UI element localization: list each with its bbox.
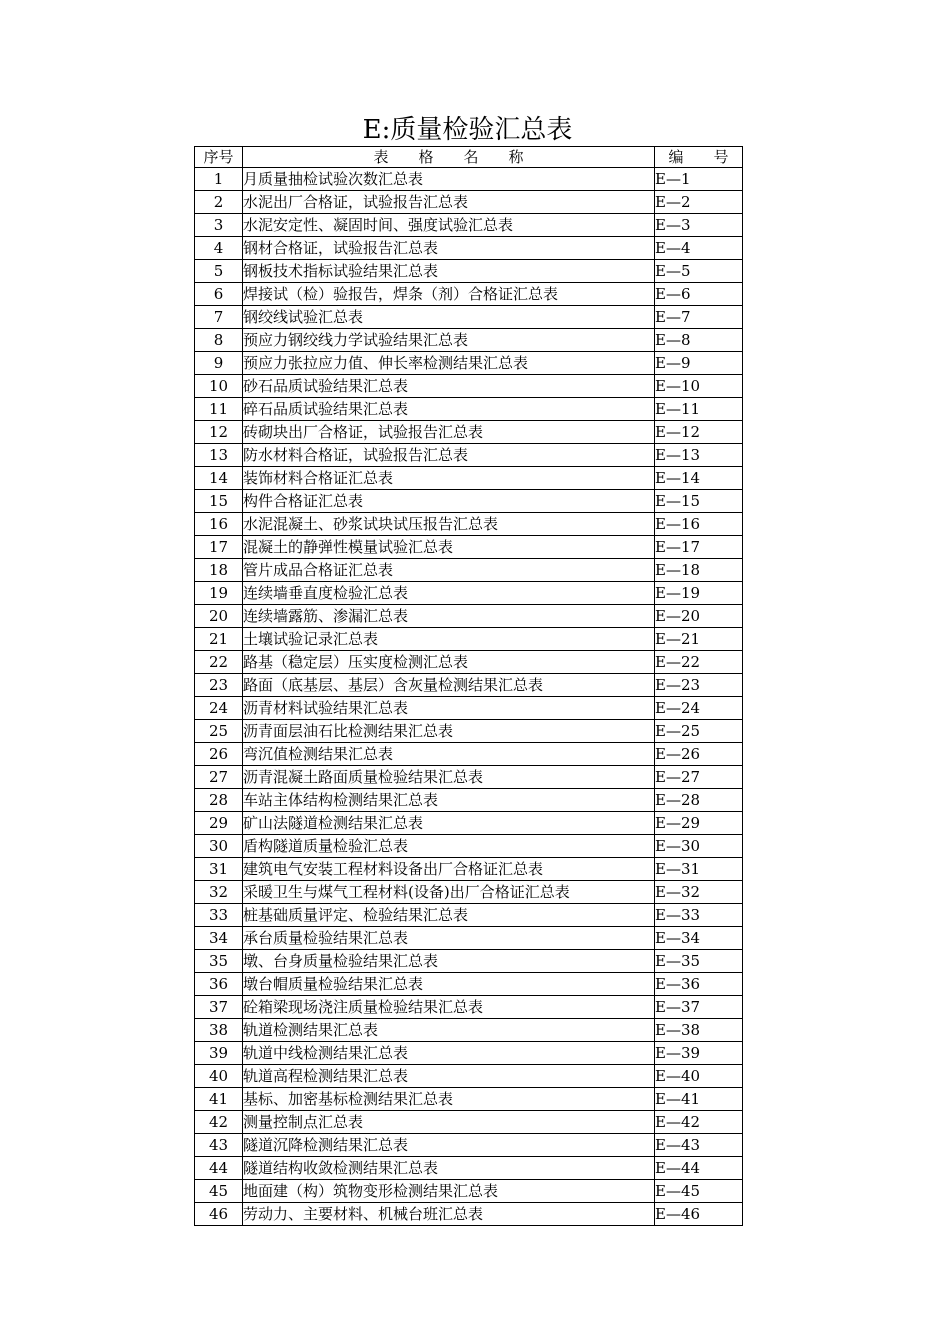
table-row [195, 973, 743, 996]
row-seq: 42 [195, 1111, 243, 1134]
row-code: E—4 [655, 237, 743, 260]
row-name: 采暖卫生与煤气工程材料(设备)出厂合格证汇总表 [243, 881, 655, 904]
row-seq: 9 [195, 352, 243, 375]
row-name: 砖砌块出厂合格证，试验报告汇总表 [243, 421, 655, 444]
row-name: 构件合格证汇总表 [243, 490, 655, 513]
row-seq: 31 [195, 858, 243, 881]
row-seq: 10 [195, 375, 243, 398]
row-code: E—9 [655, 352, 743, 375]
row-name: 桩基础质量评定、检验结果汇总表 [243, 904, 655, 927]
row-name: 土壤试验记录汇总表 [243, 628, 655, 651]
row-name: 砼箱梁现场浇注质量检验结果汇总表 [243, 996, 655, 1019]
row-code: E—14 [655, 467, 743, 490]
row-name: 月质量抽检试验次数汇总表 [243, 168, 655, 191]
row-name: 沥青面层油石比检测结果汇总表 [243, 720, 655, 743]
row-name: 墩、台身质量检验结果汇总表 [243, 950, 655, 973]
row-code: E—6 [655, 283, 743, 306]
table-row [195, 283, 743, 306]
row-code: E—20 [655, 605, 743, 628]
table-row [195, 260, 743, 283]
row-seq: 2 [195, 191, 243, 214]
row-code: E—39 [655, 1042, 743, 1065]
table-row [195, 444, 743, 467]
table-row [195, 996, 743, 1019]
row-code: E—40 [655, 1065, 743, 1088]
row-seq: 11 [195, 398, 243, 421]
row-seq: 26 [195, 743, 243, 766]
row-seq: 38 [195, 1019, 243, 1042]
row-code: E—34 [655, 927, 743, 950]
row-code: E—30 [655, 835, 743, 858]
row-seq: 8 [195, 329, 243, 352]
row-name: 连续墙露筋、渗漏汇总表 [243, 605, 655, 628]
row-name: 沥青混凝土路面质量检验结果汇总表 [243, 766, 655, 789]
row-name: 砂石品质试验结果汇总表 [243, 375, 655, 398]
row-seq: 34 [195, 927, 243, 950]
row-name: 隧道结构收敛检测结果汇总表 [243, 1157, 655, 1180]
row-seq: 6 [195, 283, 243, 306]
row-code: E—36 [655, 973, 743, 996]
row-name: 地面建（构）筑物变形检测结果汇总表 [243, 1180, 655, 1203]
row-code: E—10 [655, 375, 743, 398]
row-name: 焊接试（检）验报告，焊条（剂）合格证汇总表 [243, 283, 655, 306]
row-name: 路基（稳定层）压实度检测汇总表 [243, 651, 655, 674]
row-code: E—46 [655, 1203, 743, 1226]
row-name: 沥青材料试验结果汇总表 [243, 697, 655, 720]
row-seq: 20 [195, 605, 243, 628]
table-row [195, 398, 743, 421]
header-name: 表 格 名 称 [243, 147, 655, 168]
header-code: 编 号 [655, 147, 743, 168]
table-row [195, 674, 743, 697]
row-seq: 5 [195, 260, 243, 283]
row-seq: 1 [195, 168, 243, 191]
row-seq: 39 [195, 1042, 243, 1065]
row-seq: 28 [195, 789, 243, 812]
row-seq: 46 [195, 1203, 243, 1226]
table-row [195, 375, 743, 398]
table-row [195, 1180, 743, 1203]
row-seq: 36 [195, 973, 243, 996]
row-seq: 27 [195, 766, 243, 789]
row-code: E—29 [655, 812, 743, 835]
row-seq: 44 [195, 1157, 243, 1180]
row-seq: 7 [195, 306, 243, 329]
row-code: E—8 [655, 329, 743, 352]
row-code: E—16 [655, 513, 743, 536]
row-code: E—15 [655, 490, 743, 513]
row-seq: 3 [195, 214, 243, 237]
row-name: 钢板技术指标试验结果汇总表 [243, 260, 655, 283]
table-row [195, 1065, 743, 1088]
table-row [195, 329, 743, 352]
row-name: 防水材料合格证，试验报告汇总表 [243, 444, 655, 467]
row-seq: 41 [195, 1088, 243, 1111]
table-row [195, 536, 743, 559]
row-code: E—33 [655, 904, 743, 927]
table-row [195, 467, 743, 490]
row-code: E—38 [655, 1019, 743, 1042]
row-seq: 22 [195, 651, 243, 674]
row-code: E—11 [655, 398, 743, 421]
row-seq: 17 [195, 536, 243, 559]
row-name: 基标、加密基标检测结果汇总表 [243, 1088, 655, 1111]
table-row [195, 1019, 743, 1042]
row-name: 路面（底基层、基层）含灰量检测结果汇总表 [243, 674, 655, 697]
row-name: 隧道沉降检测结果汇总表 [243, 1134, 655, 1157]
row-seq: 12 [195, 421, 243, 444]
row-code: E—26 [655, 743, 743, 766]
row-name: 矿山法隧道检测结果汇总表 [243, 812, 655, 835]
row-code: E—27 [655, 766, 743, 789]
table-row [195, 1088, 743, 1111]
row-name: 测量控制点汇总表 [243, 1111, 655, 1134]
row-name: 水泥出厂合格证，试验报告汇总表 [243, 191, 655, 214]
row-name: 水泥混凝土、砂浆试块试压报告汇总表 [243, 513, 655, 536]
row-code: E—35 [655, 950, 743, 973]
row-seq: 30 [195, 835, 243, 858]
row-name: 劳动力、主要材料、机械台班汇总表 [243, 1203, 655, 1226]
row-name: 墩台帽质量检验结果汇总表 [243, 973, 655, 996]
row-seq: 13 [195, 444, 243, 467]
table-row [195, 214, 743, 237]
table-row [195, 812, 743, 835]
summary-table [194, 146, 743, 1226]
row-code: E—18 [655, 559, 743, 582]
header-seq: 序号 [195, 147, 243, 168]
row-code: E—42 [655, 1111, 743, 1134]
row-code: E—21 [655, 628, 743, 651]
row-seq: 18 [195, 559, 243, 582]
row-seq: 37 [195, 996, 243, 1019]
row-name: 轨道检测结果汇总表 [243, 1019, 655, 1042]
row-name: 轨道高程检测结果汇总表 [243, 1065, 655, 1088]
row-code: E—22 [655, 651, 743, 674]
table-row [195, 513, 743, 536]
table-row [195, 766, 743, 789]
row-code: E—2 [655, 191, 743, 214]
row-code: E—32 [655, 881, 743, 904]
row-code: E—19 [655, 582, 743, 605]
row-name: 连续墙垂直度检验汇总表 [243, 582, 655, 605]
table-row [195, 421, 743, 444]
table-row [195, 950, 743, 973]
row-seq: 14 [195, 467, 243, 490]
row-code: E—17 [655, 536, 743, 559]
row-seq: 45 [195, 1180, 243, 1203]
table-row [195, 927, 743, 950]
table-row [195, 651, 743, 674]
row-seq: 21 [195, 628, 243, 651]
table-row [195, 1134, 743, 1157]
row-name: 盾构隧道质量检验汇总表 [243, 835, 655, 858]
row-name: 预应力钢绞线力学试验结果汇总表 [243, 329, 655, 352]
table-row [195, 237, 743, 260]
row-seq: 35 [195, 950, 243, 973]
table-row [195, 720, 743, 743]
row-name: 碎石品质试验结果汇总表 [243, 398, 655, 421]
row-code: E—13 [655, 444, 743, 467]
row-code: E—28 [655, 789, 743, 812]
table-row [195, 1042, 743, 1065]
row-code: E—3 [655, 214, 743, 237]
table-row [195, 697, 743, 720]
row-seq: 25 [195, 720, 243, 743]
page-title: E:质量检验汇总表 [362, 115, 573, 145]
row-seq: 15 [195, 490, 243, 513]
row-code: E—1 [655, 168, 743, 191]
row-seq: 40 [195, 1065, 243, 1088]
table-row [195, 582, 743, 605]
row-code: E—12 [655, 421, 743, 444]
table-row [195, 168, 743, 191]
row-name: 弯沉值检测结果汇总表 [243, 743, 655, 766]
row-code: E—37 [655, 996, 743, 1019]
table-row [195, 858, 743, 881]
row-seq: 29 [195, 812, 243, 835]
row-seq: 43 [195, 1134, 243, 1157]
row-seq: 24 [195, 697, 243, 720]
row-name: 建筑电气安装工程材料设备出厂合格证汇总表 [243, 858, 655, 881]
table-row [195, 904, 743, 927]
table-row [195, 1157, 743, 1180]
table-row [195, 605, 743, 628]
row-name: 车站主体结构检测结果汇总表 [243, 789, 655, 812]
row-seq: 23 [195, 674, 243, 697]
row-code: E—25 [655, 720, 743, 743]
table-row [195, 490, 743, 513]
table-row [195, 1203, 743, 1226]
table-row [195, 559, 743, 582]
row-seq: 16 [195, 513, 243, 536]
row-seq: 19 [195, 582, 243, 605]
row-code: E—5 [655, 260, 743, 283]
row-seq: 33 [195, 904, 243, 927]
table-row [195, 1111, 743, 1134]
row-name: 预应力张拉应力值、伸长率检测结果汇总表 [243, 352, 655, 375]
row-name: 装饰材料合格证汇总表 [243, 467, 655, 490]
row-name: 承台质量检验结果汇总表 [243, 927, 655, 950]
row-code: E—7 [655, 306, 743, 329]
row-name: 轨道中线检测结果汇总表 [243, 1042, 655, 1065]
table-row [195, 628, 743, 651]
row-code: E—44 [655, 1157, 743, 1180]
row-name: 混凝土的静弹性模量试验汇总表 [243, 536, 655, 559]
row-name: 管片成品合格证汇总表 [243, 559, 655, 582]
row-code: E—31 [655, 858, 743, 881]
row-code: E—24 [655, 697, 743, 720]
table-row [195, 306, 743, 329]
row-code: E—41 [655, 1088, 743, 1111]
row-code: E—45 [655, 1180, 743, 1203]
table-row [195, 191, 743, 214]
table-row [195, 743, 743, 766]
row-code: E—43 [655, 1134, 743, 1157]
table-row [195, 352, 743, 375]
row-seq: 32 [195, 881, 243, 904]
row-seq: 4 [195, 237, 243, 260]
table-row [195, 789, 743, 812]
table-row [195, 881, 743, 904]
table-header-row [195, 147, 743, 168]
row-name: 钢材合格证，试验报告汇总表 [243, 237, 655, 260]
table-row [195, 835, 743, 858]
row-name: 钢绞线试验汇总表 [243, 306, 655, 329]
row-name: 水泥安定性、凝固时间、强度试验汇总表 [243, 214, 655, 237]
table-body [195, 168, 743, 1226]
row-code: E—23 [655, 674, 743, 697]
